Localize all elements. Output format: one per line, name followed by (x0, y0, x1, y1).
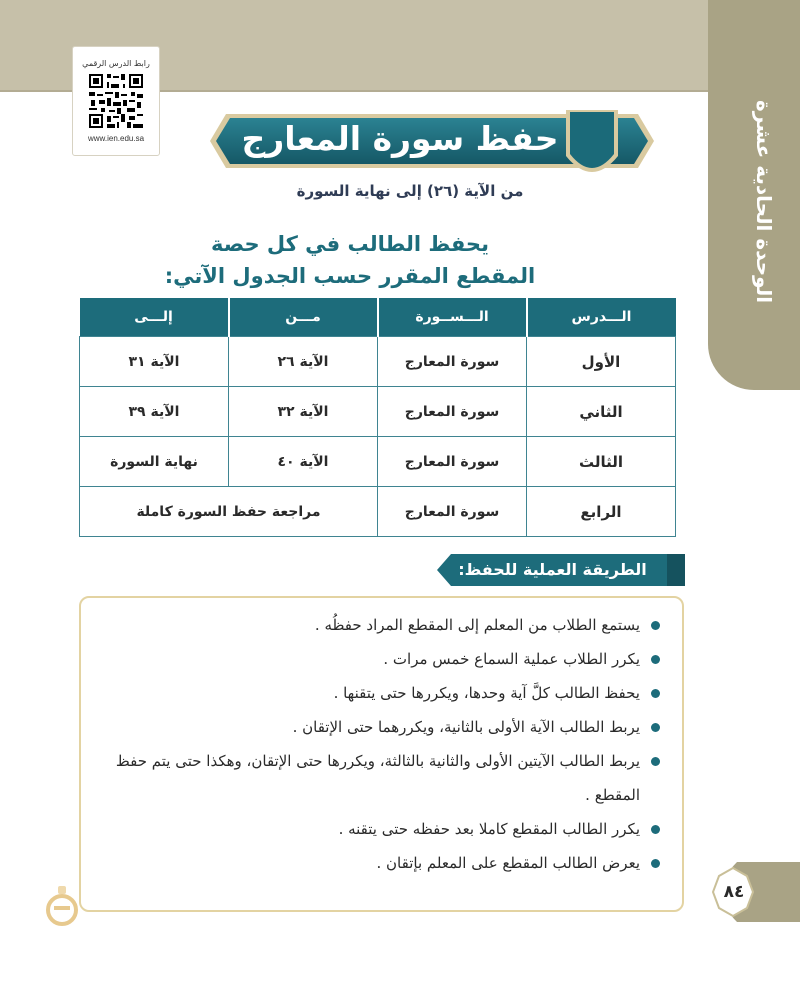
bullet-icon (651, 655, 660, 664)
unit-title: الوحدة الحادية عشرة (752, 100, 776, 304)
lesson-cell: الثالث (527, 437, 676, 487)
step-text: يحفظ الطالب كلَّ آية وحدها، ويكررها حتى يتقنها . (333, 684, 640, 702)
list-item (97, 812, 660, 846)
step-text: يستمع الطلاب من المعلم إلى المقطع المراد حفظُه . (314, 616, 640, 634)
instruction-line-2: المقطع المقرر حسب الجدول الآتي: (164, 264, 536, 288)
table-row (80, 437, 676, 487)
list-item (97, 710, 660, 744)
list-item (97, 608, 660, 642)
surah-cell: سورة المعارج (378, 487, 527, 537)
table-row (80, 487, 676, 537)
qr-caption: رابط الدرس الرقمي (82, 59, 150, 68)
qr-url[interactable]: www.ien.edu.sa (87, 134, 145, 143)
lesson-cell: الأول (527, 337, 676, 387)
header-lesson: الـــدرس (527, 298, 676, 337)
memorization-instruction (150, 228, 550, 292)
surah-cell: سورة المعارج (378, 337, 527, 387)
memorization-steps-box (79, 596, 684, 912)
steps-list (81, 598, 682, 880)
surah-cell: سورة المعارج (378, 437, 527, 487)
from-cell: الآية ٤٠ (229, 437, 378, 487)
step-text: يعرض الطالب المقطع على المعلم بإتقان . (376, 854, 640, 872)
surah-cell: سورة المعارج (378, 387, 527, 437)
table-row (80, 387, 676, 437)
memorization-schedule-table (79, 298, 676, 537)
bullet-icon (651, 689, 660, 698)
review-cell: مراجعة حفظ السورة كاملة (80, 487, 378, 537)
qr-code-icon[interactable] (87, 72, 145, 130)
lesson-cell: الرابع (527, 487, 676, 537)
publisher-logo-icon (44, 882, 80, 930)
method-section-title: الطريقة العملية للحفظ: (458, 560, 647, 579)
page-number: ٨٤ (723, 882, 745, 902)
step-text: يكرر الطالب المقطع كاملا بعد حفظه حتى يتقنه . (338, 820, 640, 838)
to-cell: الآية ٣٩ (80, 387, 229, 437)
lesson-title: حفظ سورة المعارج (241, 119, 559, 158)
list-item (97, 744, 660, 812)
header-surah: الـــســورة (378, 298, 527, 337)
to-cell: الآية ٣١ (80, 337, 229, 387)
from-cell: الآية ٣٢ (229, 387, 378, 437)
bullet-icon (651, 621, 660, 630)
table-row (80, 337, 676, 387)
header-from: مـــن (229, 298, 378, 337)
step-text: يربط الطالب الآية الأولى بالثانية، ويكررهما حتى الإتقان . (292, 718, 640, 736)
list-item (97, 676, 660, 710)
header-to: إلـــى (80, 298, 229, 337)
step-text: يكرر الطلاب عملية السماع خمس مرات . (383, 650, 640, 668)
list-item (97, 846, 660, 880)
instruction-line-1: يحفظ الطالب في كل حصة (211, 232, 489, 256)
table-header-row (80, 298, 676, 337)
digital-lesson-qr-card[interactable] (72, 46, 160, 156)
step-text: يربط الطالب الآيتين الأولى والثانية بالثالثة، ويكررها حتى الإتقان، وهكذا حتى يتم حفظ المقطع . (115, 752, 640, 804)
from-cell: الآية ٢٦ (229, 337, 378, 387)
bullet-icon (651, 723, 660, 732)
list-item (97, 642, 660, 676)
to-cell: نهاية السورة (80, 437, 229, 487)
verse-range-subtitle: من الآية (٢٦) إلى نهاية السورة (296, 182, 524, 200)
bullet-icon (651, 825, 660, 834)
bullet-icon (651, 757, 660, 766)
bullet-icon (651, 859, 660, 868)
lesson-cell: الثاني (527, 387, 676, 437)
